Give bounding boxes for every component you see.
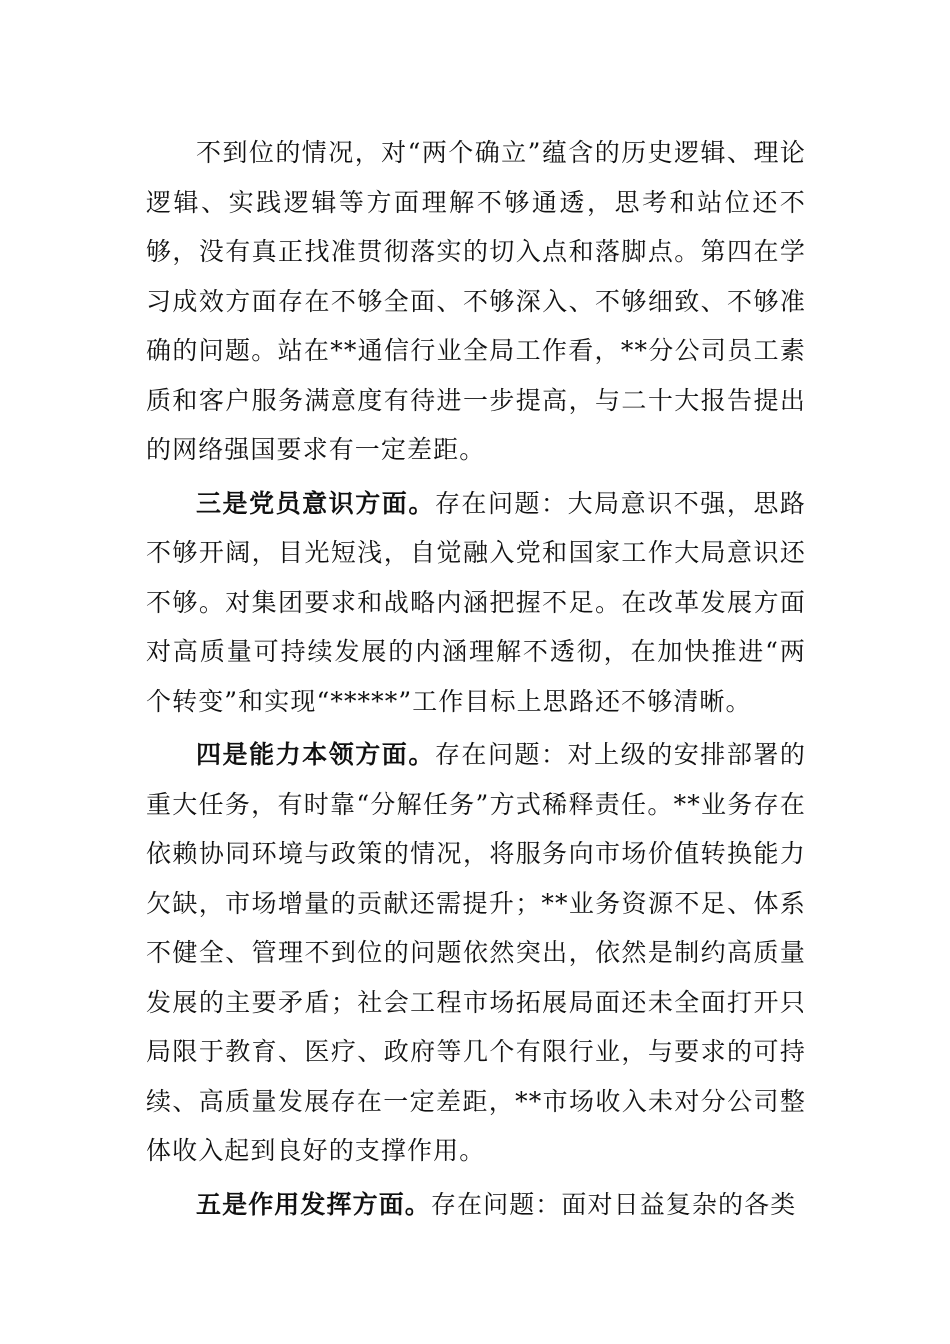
- paragraph-ability: [146, 730, 806, 1176]
- paragraph-text: 存在问题：对上级的安排部署的重大任务，有时靠“分解任务”方式稀释责任。**业务存在依赖协同环境与政策的情况，将服务向市场价值转换能力欠缺，市场增量的贡献还需提升；**业务资源不足、体系不健全、管理不到位的问题依然突出，依然是制约高质量发展的主要矛盾；社会工程市场拓展局面还未全面打开只局限于教育、医疗、政府等几个有限行业，与要求的可持续、高质量发展存在一定差距，**市场收入未对分公司整体收入起到良好的支撑作用。: [146, 740, 807, 1165]
- paragraph-text: 存在问题：大局意识不强，思路不够开阔，目光短浅，自觉融入党和国家工作大局意识还不够。对集团要求和战略内涵把握不足。在改革发展方面对高质量可持续发展的内涵理解不透彻，在加快推进“两个转变”和实现“*****”工作目标上思路还不够清晰。: [146, 488, 807, 716]
- document-body: [146, 128, 806, 1229]
- paragraph-text: 不到位的情况，对“两个确立”蕴含的历史逻辑、理论逻辑、实践逻辑等方面理解不够通透，思考和站位还不够，没有真正找准贯彻落实的切入点和落脚点。第四在学习成效方面存在不够全面、不够深入、不够细致、不够准确的问题。站在**通信行业全局工作看，**分公司员工素质和客户服务满意度有待进一步提高，与二十大报告提出的网络强国要求有一定差距。: [146, 138, 806, 464]
- paragraph-text: 存在问题：面对日益复杂的各类: [430, 1189, 797, 1219]
- paragraph-party-awareness: [146, 479, 806, 727]
- paragraph-study-effectiveness: [146, 128, 806, 475]
- paragraph-role-play: [146, 1180, 806, 1230]
- section-heading: 四是能力本领方面。: [196, 740, 435, 769]
- section-heading: 三是党员意识方面。: [196, 488, 435, 518]
- section-heading: 五是作用发挥方面。: [196, 1189, 431, 1219]
